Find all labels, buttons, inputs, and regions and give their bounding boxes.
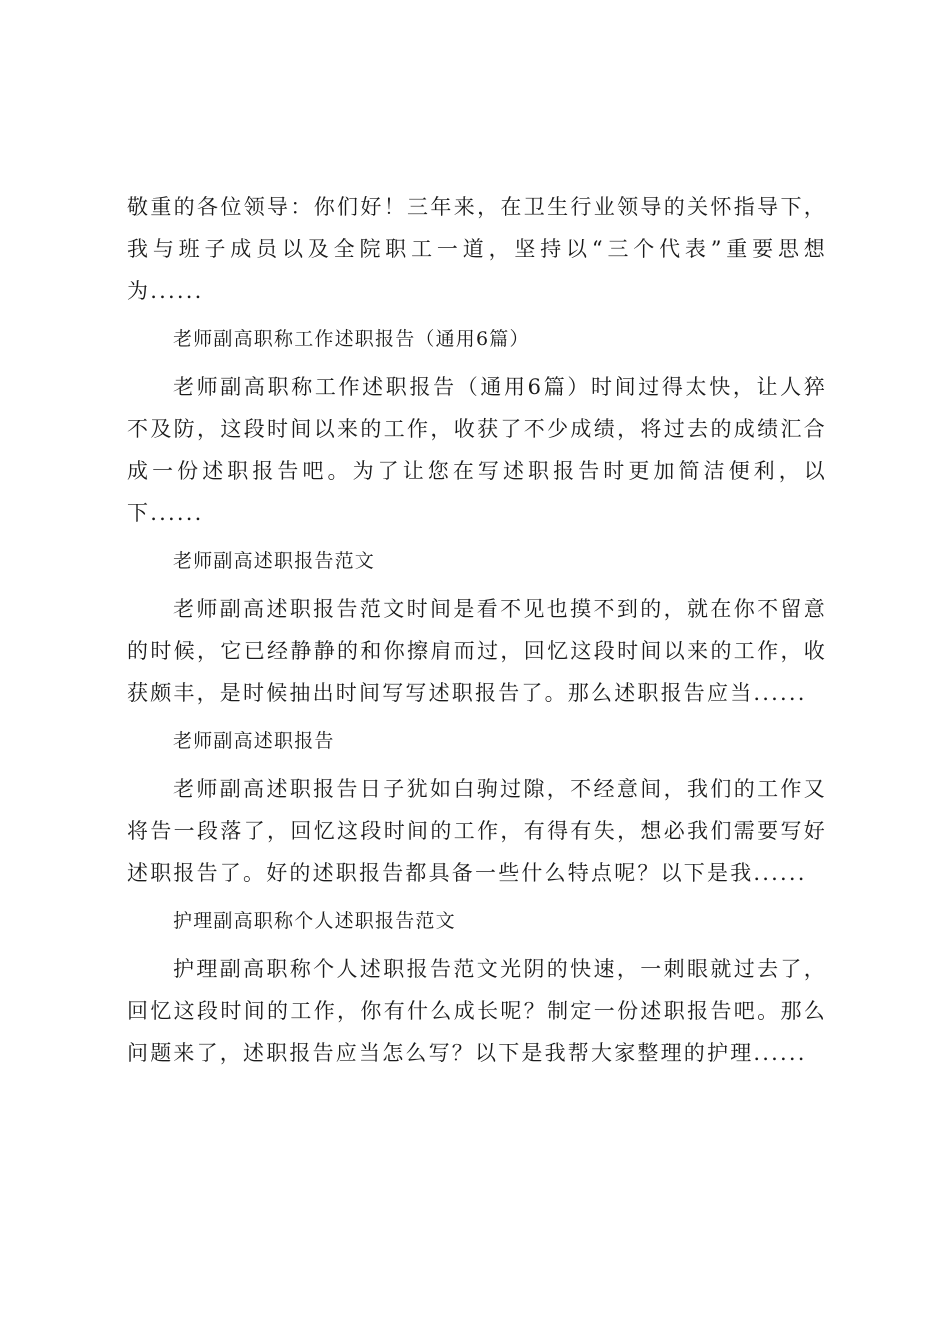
article-title[interactable]: 老师副高职称工作述职报告（通用6篇） [173,328,530,350]
article-summary: 老师副高述职报告范文时间是看不见也摸不到的，就在你不留意的时候，它已经静静的和你擦肩而过，回忆这段时间以来的工作，收获颇丰，是时候抽出时间写写述职报告了。那么述职报告应当...... [127,597,827,705]
article-title[interactable]: 老师副高述职报告范文 [173,550,376,572]
article-title[interactable]: 护理副高职称个人述职报告范文 [173,910,456,932]
article-title[interactable]: 老师副高述职报告 [173,730,335,752]
article-summary: 老师副高职称工作述职报告（通用6篇）时间过得太快，让人猝不及防，这段时间以来的工作，收获了不少成绩，将过去的成绩汇合成一份述职报告吧。为了让您在写述职报告时更加简洁便利，以下...... [127,375,827,525]
article-summary: 老师副高述职报告日子犹如白驹过隙，不经意间，我们的工作又将告一段落了，回忆这段时间的工作，有得有失，想必我们需要写好述职报告了。好的述职报告都具备一些什么特点呢？以下是我...... [127,777,827,885]
article-summary: 护理副高职称个人述职报告范文光阴的快速，一刺眼就过去了，回忆这段时间的工作，你有什么成长呢？制定一份述职报告吧。那么问题来了，述职报告应当怎么写？以下是我帮大家整理的护理...... [127,957,827,1065]
document-body [127,186,827,1080]
intro-paragraph: 敬重的各位领导：你们好！三年来，在卫生行业领导的关怀指导下，我与班子成员以及全院职工一道，坚持以“三个代表”重要思想为...... [127,195,827,303]
